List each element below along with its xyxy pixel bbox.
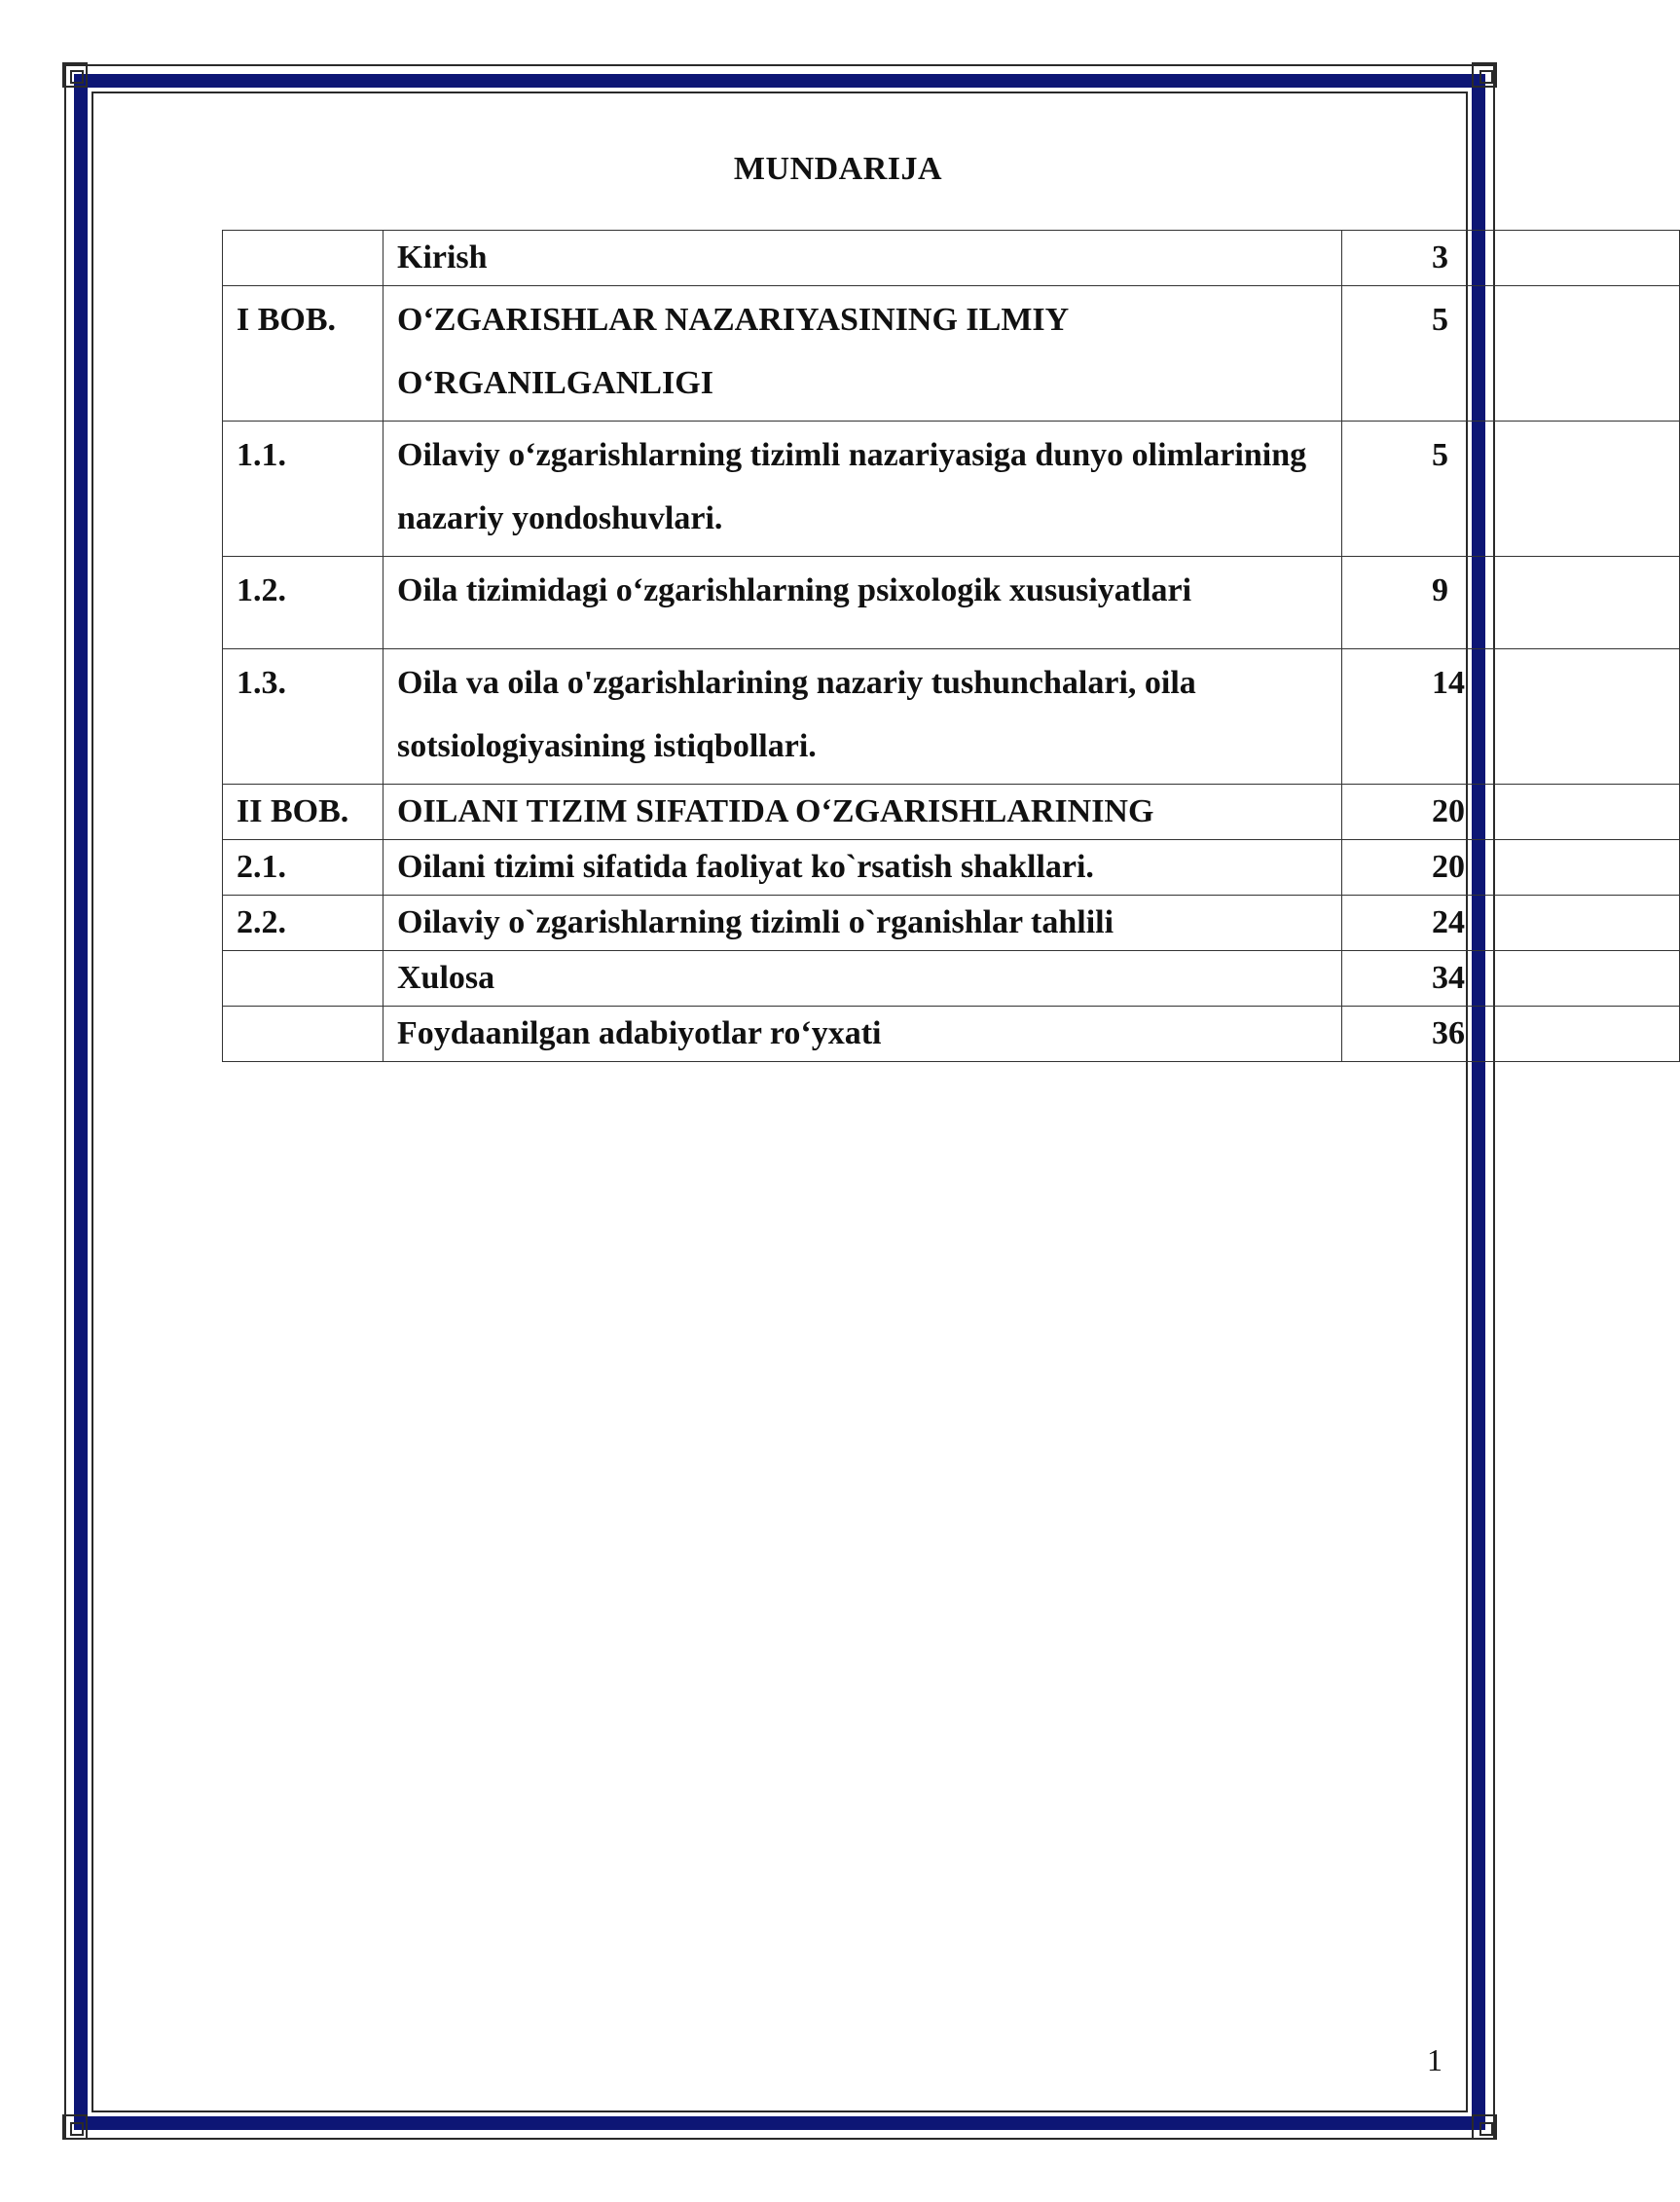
toc-page: 14	[1342, 649, 1680, 785]
toc-title: Oilaviy o‘zgarishlarning tizimli nazariyasiga dunyo olimlarining nazariy yondoshuvlari.	[383, 422, 1342, 557]
toc-number: 2.1.	[223, 840, 383, 896]
toc-row	[223, 422, 1680, 557]
frame-corner-ornament	[62, 62, 88, 88]
toc-row	[223, 785, 1680, 840]
frame-corner-ornament	[62, 2114, 88, 2140]
toc-number: 1.1.	[223, 422, 383, 557]
toc-number: II BOB.	[223, 785, 383, 840]
toc-number: 2.2.	[223, 896, 383, 951]
toc-row	[223, 840, 1680, 896]
toc-page: 9	[1342, 557, 1680, 649]
toc-page: 36	[1342, 1007, 1680, 1062]
toc-row	[223, 951, 1680, 1007]
toc-title: Foydaanilgan adabiyotlar ro‘yxati	[383, 1007, 1342, 1062]
frame-corner-ornament	[1472, 2114, 1497, 2140]
page-title: MUNDARIJA	[733, 151, 943, 187]
toc-row	[223, 896, 1680, 951]
toc-page: 5	[1342, 286, 1680, 422]
toc-page: 24	[1342, 896, 1680, 951]
toc-title: O‘ZGARISHLAR NAZARIYASINING ILMIY O‘RGANILGANLIGI	[383, 286, 1342, 422]
toc-page: 20	[1342, 785, 1680, 840]
toc-row	[223, 649, 1680, 785]
toc-title: Oilaviy o`zgarishlarning tizimli o`rganishlar tahlili	[383, 896, 1342, 951]
toc-number: I BOB.	[223, 286, 383, 422]
toc-row	[223, 286, 1680, 422]
toc-number	[223, 1007, 383, 1062]
toc-title: OILANI TIZIM SIFATIDA O‘ZGARISHLARINING	[383, 785, 1342, 840]
toc-title: Kirish	[383, 231, 1342, 286]
toc-title: Oila va oila o'zgarishlarining nazariy tushunchalari, oila sotsiologiyasining istiqbollari.	[383, 649, 1342, 785]
toc-row	[223, 1007, 1680, 1062]
toc-title: Oilani tizimi sifatida faoliyat ko`rsatish shakllari.	[383, 840, 1342, 896]
table-of-contents	[222, 230, 1465, 1051]
page-number: 1	[1427, 2042, 1443, 2077]
toc-page: 5	[1342, 422, 1680, 557]
toc-page: 3	[1342, 231, 1680, 286]
toc-page: 34	[1342, 951, 1680, 1007]
toc-number: 1.3.	[223, 649, 383, 785]
toc-row	[223, 557, 1680, 649]
toc-row	[223, 231, 1680, 286]
toc-title: Xulosa	[383, 951, 1342, 1007]
toc-number	[223, 951, 383, 1007]
toc-number	[223, 231, 383, 286]
toc-number: 1.2.	[223, 557, 383, 649]
toc-table	[222, 230, 1680, 1062]
toc-title: Oila tizimidagi o‘zgarishlarning psixologik xususiyatlari	[383, 557, 1342, 649]
frame-corner-ornament	[1472, 62, 1497, 88]
toc-page: 20	[1342, 840, 1680, 896]
